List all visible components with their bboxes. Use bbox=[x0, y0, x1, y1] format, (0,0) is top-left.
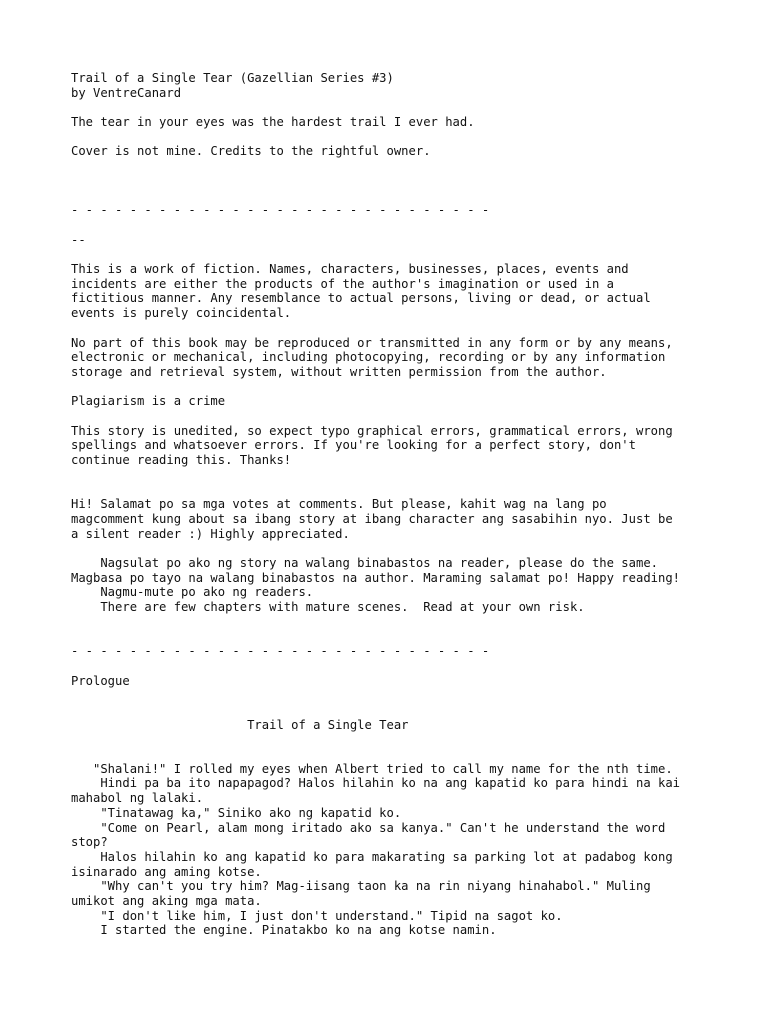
unedited-note-line: This story is unedited, so expect typo graphical errors, grammatical errors, wrong bbox=[71, 423, 673, 438]
double-dash: -- bbox=[71, 232, 86, 247]
section-separator: - - - - - - - - - - - - - - - - - - - - - - - - - - - - - bbox=[71, 644, 490, 659]
story-line: "Shalani!" I rolled my eyes when Albert tried to call my name for the nth time. bbox=[71, 761, 673, 776]
story-line: "Why can't you try him? Mag-iisang taon ka na rin niyang hinahabol." Muling bbox=[71, 879, 651, 894]
disclaimer-fiction-line: This is a work of fiction. Names, characters, businesses, places, events and bbox=[71, 262, 629, 277]
section-separator: - - - - - - - - - - - - - - - - - - - - - - - - - - - - - bbox=[71, 203, 490, 218]
story-line: "I don't like him, I just don't understand." Tipid na sagot ko. bbox=[71, 908, 563, 923]
book-tagline: The tear in your eyes was the hardest trail I ever had. bbox=[71, 115, 475, 130]
plagiarism-note: Plagiarism is a crime bbox=[71, 394, 226, 409]
author-note-line: magcomment kung about sa ibang story at ibang character ang sasabihin nyo. Just be bbox=[71, 511, 673, 526]
story-line: "Come on Pearl, alam mong iritado ako sa kanya." Can't he understand the word bbox=[71, 820, 666, 835]
disclaimer-fiction-line: fictitious manner. Any resemblance to actual persons, living or dead, or actual bbox=[71, 291, 651, 306]
disclaimer-fiction-line: events is purely coincidental. bbox=[71, 306, 292, 321]
disclaimer-fiction-line: incidents are either the products of the author's imagination or used in a bbox=[71, 276, 614, 291]
book-author: by VentreCanard bbox=[71, 85, 182, 100]
author-note-line: Hi! Salamat po sa mga votes at comments. But please, kahit wag na lang po bbox=[71, 497, 607, 512]
unedited-note-line: spellings and whatsoever errors. If you're looking for a perfect story, don't bbox=[71, 438, 636, 453]
chapter-label: Prologue bbox=[71, 673, 130, 688]
disclaimer-rights-line: electronic or mechanical, including photocopying, recording or by any information bbox=[71, 350, 666, 365]
story-line: mahabol ng lalaki. bbox=[71, 791, 204, 806]
author-note-line: Nagsulat po ako ng story na walang binabastos na reader, please do the same. bbox=[71, 556, 658, 570]
story-line: Hindi pa ba ito napapagod? Halos hilahin ko na ang kapatid ko para hindi na kai bbox=[71, 776, 681, 791]
unedited-note-line: continue reading this. Thanks! bbox=[71, 453, 292, 468]
story-line: "Tinatawag ka," Siniko ako ng kapatid ko. bbox=[71, 805, 402, 820]
document-page bbox=[71, 71, 731, 938]
story-line: stop? bbox=[71, 835, 108, 850]
chapter-title: Trail of a Single Tear bbox=[71, 717, 409, 732]
story-line: I started the engine. Pinatakbo ko na ang kotse namin. bbox=[71, 923, 497, 938]
disclaimer-rights-line: No part of this book may be reproduced or transmitted in any form or by any means, bbox=[71, 335, 673, 350]
book-title: Trail of a Single Tear (Gazellian Series #3) bbox=[71, 71, 394, 85]
cover-note: Cover is not mine. Credits to the rightful owner. bbox=[71, 144, 431, 159]
story-line: umikot ang aking mga mata. bbox=[71, 894, 262, 909]
author-note-line: a silent reader :) Highly appreciated. bbox=[71, 526, 350, 541]
disclaimer-rights-line: storage and retrieval system, without written permission from the author. bbox=[71, 364, 607, 379]
author-note-line: Nagmu-mute po ako ng readers. bbox=[71, 585, 314, 600]
story-line: isinarado ang aming kotse. bbox=[71, 864, 262, 879]
author-note-line: Magbasa po tayo na walang binabastos na author. Maraming salamat po! Happy reading! bbox=[71, 570, 681, 585]
story-line: Halos hilahin ko ang kapatid ko para makarating sa parking lot at padabog kong bbox=[71, 849, 673, 864]
author-note-line: There are few chapters with mature scenes. Read at your own risk. bbox=[71, 600, 585, 615]
